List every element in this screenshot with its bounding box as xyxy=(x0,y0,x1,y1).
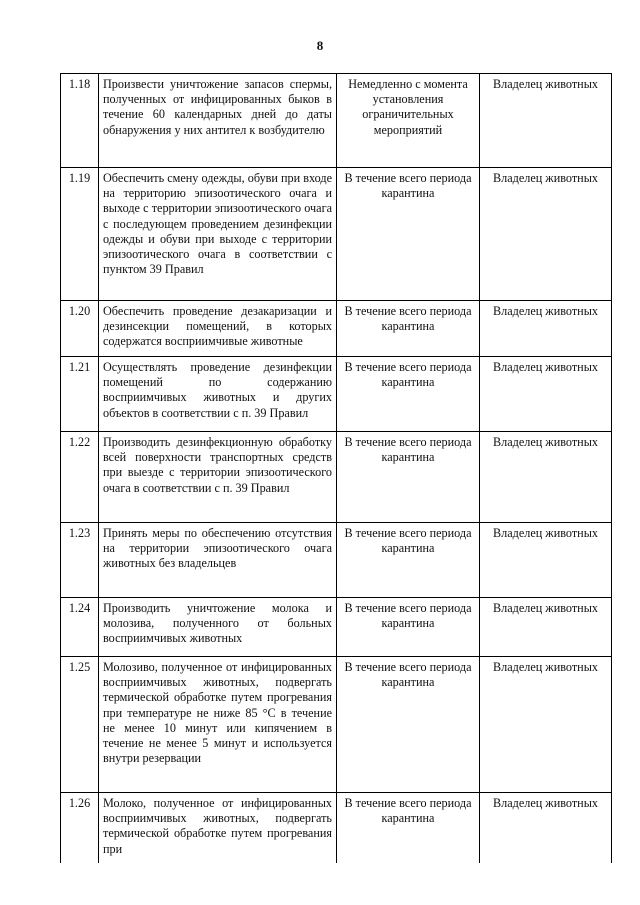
row-action: Осуществлять проведение дезинфекции помещений по содержанию восприимчивых животных и других объектов в соответствии с п. 39 Правил xyxy=(99,357,337,432)
row-responsible: Владелец животных xyxy=(480,357,612,432)
table-row xyxy=(61,357,612,432)
row-number: 1.24 xyxy=(61,598,99,657)
measures-table xyxy=(60,73,612,863)
table-row xyxy=(61,657,612,793)
row-responsible: Владелец животных xyxy=(480,657,612,793)
row-action: Производить дезинфекционную обработку всей поверхности транспортных средств при выезде с территории эпизоотического очага в соответствии с п. 39 Правил xyxy=(99,432,337,523)
row-action: Принять меры по обеспечению отсутствия на территории эпизоотического очага животных без владельцев xyxy=(99,523,337,598)
row-number: 1.25 xyxy=(61,657,99,793)
row-term: В течение всего периода карантина xyxy=(337,598,480,657)
row-number: 1.20 xyxy=(61,301,99,357)
row-number: 1.18 xyxy=(61,74,99,168)
row-responsible: Владелец животных xyxy=(480,168,612,301)
row-responsible: Владелец животных xyxy=(480,74,612,168)
row-action: Обеспечить смену одежды, обуви при входе на территорию эпизоотического очага и выходе с территории эпизоотического очага с последующем проведением дезинфекции одежды и обуви при выходе с территории эпизоотического очага в соответствии с пунктом 39 Правил xyxy=(99,168,337,301)
row-term: Немедленно с момента установления ограничительных мероприятий xyxy=(337,74,480,168)
table-row xyxy=(61,432,612,523)
row-term: В течение всего периода карантина xyxy=(337,793,480,863)
row-number: 1.21 xyxy=(61,357,99,432)
row-responsible: Владелец животных xyxy=(480,301,612,357)
row-action: Молозиво, полученное от инфицированных восприимчивых животных, подвергать термической обработке путем прогревания при температуре не ниже 85 °С в течение не менее 10 минут или кипячением в течение не менее 5 минут и используется внутри резервации xyxy=(99,657,337,793)
row-responsible: Владелец животных xyxy=(480,432,612,523)
row-action: Производить уничтожение молока и молозива, полученного от больных восприимчивых животных xyxy=(99,598,337,657)
row-term: В течение всего периода карантина xyxy=(337,657,480,793)
row-action: Произвести уничтожение запасов спермы, полученных от инфицированных быков в течение 60 календарных дней до даты обнаружения у них антител к возбудителю xyxy=(99,74,337,168)
row-action: Молоко, полученное от инфицированных восприимчивых животных, подвергать термической обработке путем прогревания при xyxy=(99,793,337,863)
row-term: В течение всего периода карантина xyxy=(337,432,480,523)
row-responsible: Владелец животных xyxy=(480,598,612,657)
row-responsible: Владелец животных xyxy=(480,523,612,598)
table-row xyxy=(61,598,612,657)
row-number: 1.19 xyxy=(61,168,99,301)
row-term: В течение всего периода карантина xyxy=(337,301,480,357)
table-row xyxy=(61,74,612,168)
row-number: 1.26 xyxy=(61,793,99,863)
row-responsible: Владелец животных xyxy=(480,793,612,863)
page-number: 8 xyxy=(316,38,324,53)
row-term: В течение всего периода карантина xyxy=(337,357,480,432)
row-action: Обеспечить проведение дезакаризации и дезинсекции помещений, в которых содержатся восприимчивые животные xyxy=(99,301,337,357)
row-number: 1.23 xyxy=(61,523,99,598)
table-row xyxy=(61,301,612,357)
table-row xyxy=(61,523,612,598)
row-term: В течение всего периода карантина xyxy=(337,523,480,598)
table-row xyxy=(61,168,612,301)
row-term: В течение всего периода карантина xyxy=(337,168,480,301)
row-number: 1.22 xyxy=(61,432,99,523)
table-row xyxy=(61,793,612,863)
